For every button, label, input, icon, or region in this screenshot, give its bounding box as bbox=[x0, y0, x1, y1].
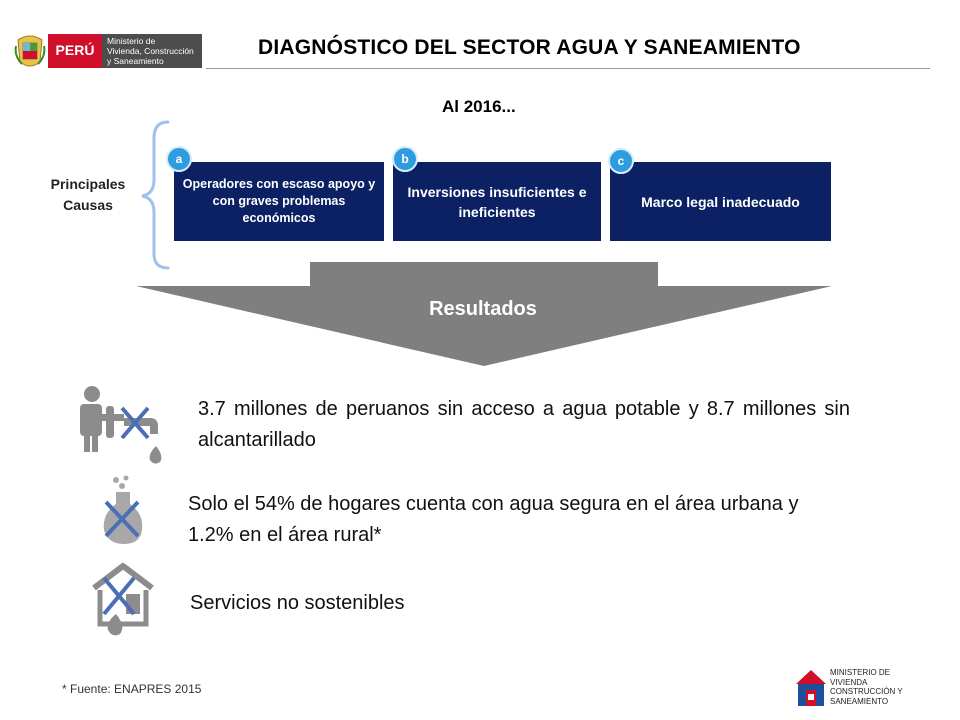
footnote-source: * Fuente: ENAPRES 2015 bbox=[62, 682, 202, 696]
subtitle: Al 2016... bbox=[442, 97, 516, 116]
cause-box-a: Operadores con escaso apoyo y con graves problemas económicos bbox=[174, 162, 384, 241]
ministry-header-logo bbox=[14, 30, 204, 72]
water-quality-flask-icon bbox=[94, 474, 158, 550]
ministry-house-icon bbox=[796, 668, 826, 708]
footer-logo-line-2: VIVIENDA bbox=[830, 677, 868, 687]
cause-box-c: Marco legal inadecuado bbox=[610, 162, 831, 241]
curly-brace bbox=[136, 118, 176, 272]
result-text-2: Solo el 54% de hogares cuenta con agua segura en el área urbana y 1.2% en el área rural* bbox=[188, 493, 799, 546]
result-text-3: Servicios no sostenibles bbox=[190, 592, 405, 614]
ministry-name-block bbox=[102, 34, 202, 68]
badge-a: a bbox=[166, 146, 192, 172]
causes-label-line-1: Principales bbox=[50, 176, 126, 192]
results-label: Resultados bbox=[429, 298, 537, 320]
badge-b: b bbox=[392, 146, 418, 172]
ministry-footer-logo bbox=[796, 664, 926, 710]
ministry-line-3: y Saneamiento bbox=[107, 56, 164, 66]
footer-logo-line-4: SANEAMIENTO bbox=[830, 696, 889, 706]
country-label: PERÚ bbox=[55, 42, 95, 58]
ministry-line-1: Ministerio de bbox=[107, 36, 156, 46]
peru-brand-block bbox=[48, 34, 102, 68]
ministry-line-2: Vivienda, Construcción bbox=[107, 46, 194, 56]
result-text-1: 3.7 millones de peruanos sin acceso a agua potable y 8.7 millones sin alcantarillado bbox=[198, 398, 850, 451]
cause-box-b: Inversiones insuficientes e ineficientes bbox=[393, 162, 601, 241]
page-title: DIAGNÓSTICO DEL SECTOR AGUA Y SANEAMIENTO bbox=[258, 36, 801, 59]
badge-c: c bbox=[608, 148, 634, 174]
water-tap-person-icon bbox=[78, 384, 170, 468]
house-water-service-icon bbox=[88, 562, 158, 638]
footer-logo-line-3: CONSTRUCCIÓN Y bbox=[830, 687, 903, 696]
causes-label bbox=[38, 174, 138, 216]
causes-label-line-2: Causas bbox=[63, 197, 113, 213]
title-divider bbox=[206, 68, 930, 69]
footer-logo-line-1: MINISTERIO DE bbox=[830, 668, 891, 677]
